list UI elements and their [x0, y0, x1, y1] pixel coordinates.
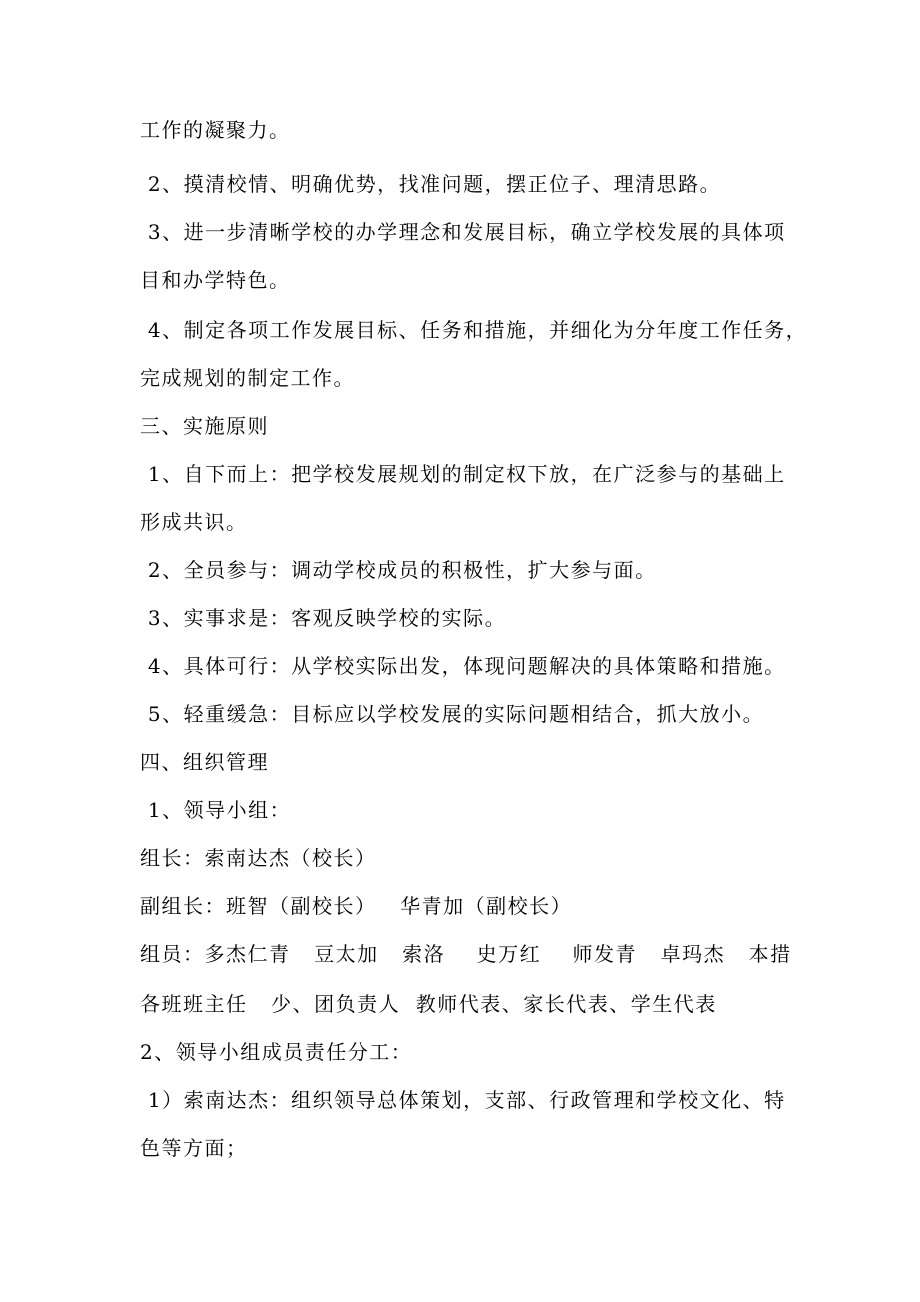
- text-line: 2、摸清校情、明确优势，找准问题，摆正位子、理清思路。: [140, 172, 722, 196]
- text-line: 形成共识。: [140, 510, 248, 534]
- text-line: 3、进一步清晰学校的办学理念和发展目标，确立学校发展的具体项: [140, 220, 786, 244]
- text-line: 色等方面；: [140, 1136, 248, 1160]
- section-heading: 三、实施原则: [140, 414, 269, 438]
- text-line: 各班班主任 少、团负责人 教师代表、家长代表、学生代表: [140, 992, 717, 1016]
- text-line: 1）索南达杰：组织领导总体策划，支部、行政管理和学校文化、特: [140, 1088, 786, 1112]
- text-line: 副组长：班智（副校长） 华青加（副校长）: [140, 894, 573, 918]
- text-line: 2、领导小组成员责任分工：: [140, 1040, 413, 1064]
- text-line: 5、轻重缓急：目标应以学校发展的实际问题相结合，抓大放小。: [140, 702, 765, 726]
- text-line: 1、自下而上：把学校发展规划的制定权下放，在广泛参与的基础上: [140, 462, 786, 486]
- text-line: 组员：多杰仁青 豆太加 索洛 史万红 师发青 卓玛杰 本措: [140, 942, 792, 966]
- text-line: 工作的凝聚力。: [140, 118, 291, 142]
- text-line: 3、实事求是：客观反映学校的实际。: [140, 606, 507, 630]
- text-line: 4、具体可行：从学校实际出发，体现问题解决的具体策略和措施。: [140, 654, 786, 678]
- text-line: 2、全员参与：调动学校成员的积极性，扩大参与面。: [140, 558, 657, 582]
- text-line: 组长：索南达杰（校长）: [140, 846, 377, 870]
- text-line: 4、制定各项工作发展目标、任务和措施，并细化为分年度工作任务，: [140, 318, 808, 342]
- text-line: 目和办学特色。: [140, 268, 291, 292]
- text-line: 1、领导小组：: [140, 798, 292, 822]
- text-line: 完成规划的制定工作。: [140, 366, 355, 390]
- section-heading: 四、组织管理: [140, 750, 269, 774]
